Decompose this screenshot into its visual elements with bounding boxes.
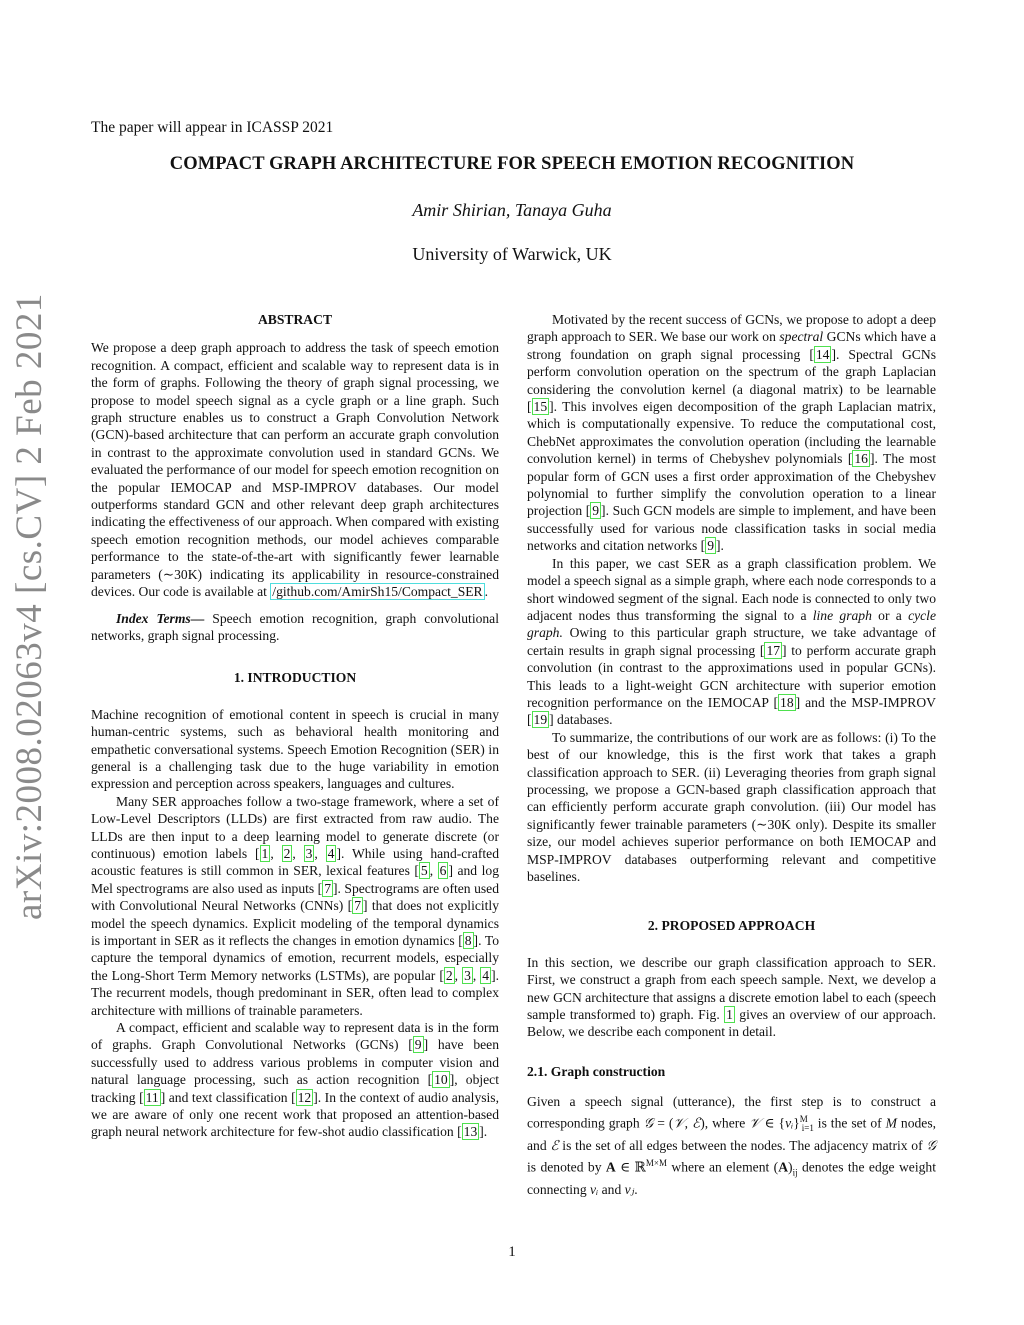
citation[interactable]: 1 xyxy=(261,845,269,861)
code-link[interactable]: /github.com/AmirSh15/Compact_SER xyxy=(272,584,483,600)
affiliation: University of Warwick, UK xyxy=(412,244,612,264)
citation[interactable]: 4 xyxy=(327,845,335,861)
conference-note: The paper will appear in ICASSP 2021 xyxy=(91,119,334,136)
citation[interactable]: 8 xyxy=(464,933,472,948)
citation[interactable]: 5 xyxy=(420,863,428,879)
citation[interactable]: 9 xyxy=(592,503,600,519)
graph-construction-paragraph: Given a speech signal (utterance), the first step is to construct a corresponding graph 𝒢 = (𝒱, ℰ), where 𝒱 ∈ {vᵢ}$^M_{i=1}$ is the set of M nodes, and ℰ is the set of all edges between the nodes. The adjacency matrix of 𝒢 is denoted by A ∈ ℝ$^{M\times M}$ where an element $(A)_{ij}$ denotes the edge weight connecting vᵢ and vⱼ. xyxy=(527,1094,937,1198)
citation[interactable]: 14 xyxy=(815,346,830,362)
figure-reference[interactable]: 1 xyxy=(726,1007,733,1023)
citation[interactable]: 7 xyxy=(354,898,361,914)
abstract-heading: ABSTRACT xyxy=(257,312,333,327)
paper-title: COMPACT GRAPH ARCHITECTURE FOR SPEECH EMOTION RECOGNITION xyxy=(169,154,855,174)
citation[interactable]: 3 xyxy=(464,967,471,983)
right-paragraph-2: In this paper, we cast SER as a graph classification problem. We model a speech signal as a simple graph, where each node corresponds to a short windowed segment of the signal. Each node is connected to only two adjacent nodes thus transforming the signal to a line graph or a cycle graph. Owing to this particular graph structure, we take advantage of certain results in graph signal processing [ 17 ] to perform accurate graph convolution (in contrast to the approximations used in popular GCNs). This leads to a light-weight GCN architecture with superior emotion recognition performance on the IEMOCAP [ 18 ] and the MSP-IMPROV [ 19 ] databases. xyxy=(527,555,936,728)
citation[interactable]: 2 xyxy=(283,845,291,861)
citation[interactable]: 10 xyxy=(434,1072,448,1088)
citation[interactable]: 6 xyxy=(439,863,447,879)
graph-construction-heading: 2.1. Graph construction xyxy=(527,1063,666,1079)
citation[interactable]: 18 xyxy=(780,694,794,710)
citation[interactable]: 3 xyxy=(305,845,313,861)
citation[interactable]: 9 xyxy=(414,1037,422,1053)
proposed-approach-heading: 2. PROPOSED APPROACH xyxy=(647,918,816,934)
authors: Amir Shirian, Tanaya Guha xyxy=(412,200,612,220)
intro-paragraph-1: Machine recognition of emotional content in speech is crucial in many human-centric systems, such as behavioral health monitoring and empathetic conversational systems. Speech Emotion Recognition (SER) in general is a challenging task due to the huge variability in emotion expression and perception across speakers, languages and cultures. xyxy=(91,706,499,792)
page-number: 1 xyxy=(508,1244,516,1260)
citation[interactable]: 4 xyxy=(482,967,490,983)
intro-paragraph-2: Many SER approaches follow a two-stage framework, where a set of Low-Level Descriptors (LLDs) are first extracted from raw audio. The LLDs are then input to a deep learning model to generate discrete (or continuous) emotion labels [ 1 , 2 , 3 , 4 ]. While using hand-crafted acoustic features is still common in SER, lexical features [ 5 , 6 ] and log Mel spectrograms are also used as inputs [ 7 ]. Spectrograms are often used with Convolutional Neural Networks (CNNs) [ 7 ] that does not explicitly model the speech dynamics. Explicit modeling of the temporal dynamics is important in SER as it reflects the changes in emotion dynamics [ 8 ]. To capture the temporal dynamics of emotion, recurrent models, especially the Long-Short Term Memory networks (LSTMs), are popular [ 2 , 3 , 4 ]. The recurrent models, though predominant in SER, often lead to complex architecture with millions of trainable parameters. xyxy=(91,793,500,1018)
citation[interactable]: 11 xyxy=(145,1089,159,1105)
citation[interactable]: 7 xyxy=(324,880,331,896)
citation[interactable]: 15 xyxy=(533,399,548,415)
citation[interactable]: 2 xyxy=(445,967,453,983)
citation[interactable]: 17 xyxy=(766,642,781,658)
citation[interactable]: 13 xyxy=(463,1124,478,1140)
right-paragraph-3: To summarize, the contributions of our work are as follows: (i) To the best of our knowledge, this is the first work that takes a graph classification approach to SER. (ii) Leveraging theories from graph signal processing, we propose a GCN-based graph classification approach that can efficiently perform accurate graph convolution. (iii) Our model has significantly fewer trainable parameters (∼30K only). Despite its smaller size, our model achieves superior performance on both IEMOCAP and MSP-IMPROV databases outperforming relevant and competitive baselines. xyxy=(527,729,936,884)
citation[interactable]: 19 xyxy=(533,712,548,728)
arxiv-sidebar-stamp: arXiv:2008.02063v4 [cs.CV] 2 Feb 2021 xyxy=(9,293,50,920)
intro-paragraph-3: A compact, efficient and scalable way to represent data is in the form of graphs. Graph Convolutional Networks (GCNs) [ 9 ] have been successfully used to address various problems in computer vision and natural language processing, such as action recognition [ 10 ], object tracking [ 11 ] and text classification [ 12 ]. In the context of audio analysis, we are aware of only one recent work that proposed an attention-based graph neural network architecture for few-shot audio classification [ 13 ]. xyxy=(91,1020,499,1140)
section2-paragraph: In this section, we describe our graph classification approach to SER. First, we construct a graph from each speech sample. Next, we develop a new GCN architecture that assigns a discrete emotion label to each (speech sample transformed to) graph. Fig. 1 gives an overview of our approach. Below, we describe each component in detail. xyxy=(527,954,936,1040)
left-column xyxy=(91,311,499,1141)
index-terms: Index Terms— Speech emotion recognition, graph convolutional networks, graph signal processing. xyxy=(91,610,499,643)
citation[interactable]: 16 xyxy=(854,451,868,467)
right-paragraph-1: Motivated by the recent success of GCNs, we propose to adopt a deep graph approach to SER. We base our work on spectral GCNs which have a strong foundation on graph signal processing [ 14 ]. Spectral GCNs perform convolution operation on the spectrum of the graph Laplacian considering the convolution kernel (a diagonal matrix) to be learnable [ 15 ]. This involves eigen decomposition of the graph Laplacian matrix, which is computationally expensive. To reduce the computational cost, ChebNet approximates the convolution operation (including the learnable convolution kernel) in terms of Chebyshev polynomials [ 16 ]. The most popular form of GCN uses a first order approximation of the Chebyshev polynomial to further simplify the convolution operation to a linear projection [ 9 ]. Such GCN models are simple to implement, and have been successfully used for various node classification tasks in social media networks and citation networks [ 9 ]. xyxy=(527,312,937,554)
citation[interactable]: 9 xyxy=(707,538,714,554)
citation[interactable]: 12 xyxy=(297,1089,312,1105)
introduction-heading: 1. INTRODUCTION xyxy=(233,670,357,686)
abstract-text: We propose a deep graph approach to address the task of speech emotion recognition. A compact, efficient and scalable way to represent data is in the form of graphs. Following the theory of graph signal processing, we propose to model speech signal as a cycle graph or a line graph. Such graph structure enables us to construct a Graph Convolution Network (GCN)-based architecture that can perform an accurate graph convolution in contrast to the approximate convolution used in standard GCNs. We evaluated the performance of our model for speech emotion recognition on the popular IEMOCAP and MSP-IMPROV databases. Our model outperforms standard GCN and other relevant deep graph architectures indicating the effectiveness of our approach. When compared with existing speech emotion recognition methods, our model achieves comparable performance to the state-of-the-art with significantly fewer learnable parameters (∼30K) indicating its applicability in resource-constrained devices. Our code is available at /github.com/AmirSh15/Compact_SER . xyxy=(91,340,499,600)
right-column xyxy=(527,311,936,1199)
